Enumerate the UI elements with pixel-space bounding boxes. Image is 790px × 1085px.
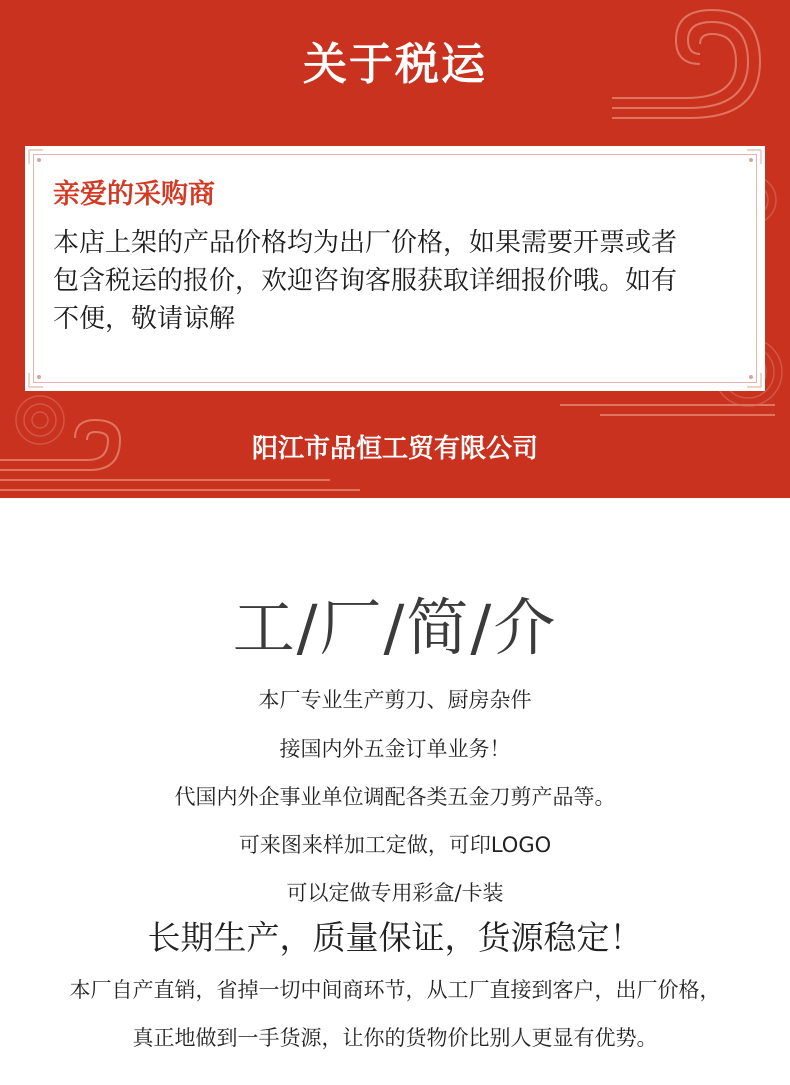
- notice-line: 不便，敬请谅解: [53, 304, 236, 334]
- notice-line: 包含税运的报价，欢迎咨询客服获取详细报价哦。如有: [53, 266, 678, 296]
- closing-line: 本厂自产直销，省掉一切中间商环节，从工厂直接到客户，出厂价格，: [69, 978, 721, 1002]
- intro-line: 接国内外五金订单业务！: [279, 737, 511, 761]
- notice-body: [53, 224, 743, 338]
- notice-line: 本店上架的产品价格均为出厂价格，如果需要开票或者: [53, 228, 678, 258]
- intro-line: 可来图来样加工定做，可印LOGO: [238, 833, 552, 857]
- banner-title: 关于税运: [303, 39, 487, 90]
- company-name: 阳江市品恒工贸有限公司: [251, 434, 538, 464]
- tax-shipping-banner: [0, 0, 790, 498]
- intro-line: 代国内外企事业单位调配各类五金刀剪产品等。: [174, 785, 616, 809]
- notice-greeting: 亲爱的采购商: [53, 179, 215, 210]
- notice-card: [25, 146, 765, 391]
- closing-line: 真正地做到一手货源，让你的货物价比别人更显有优势。: [132, 1026, 658, 1050]
- intro-line: 本厂专业生产剪刀、厨房杂件: [258, 688, 532, 712]
- factory-intro-title: 工/厂/简/介: [232, 591, 558, 664]
- intro-line: 可以定做专用彩盒/卡装: [286, 881, 504, 905]
- intro-slogan: 长期生产，质量保证，货源稳定！: [147, 918, 643, 957]
